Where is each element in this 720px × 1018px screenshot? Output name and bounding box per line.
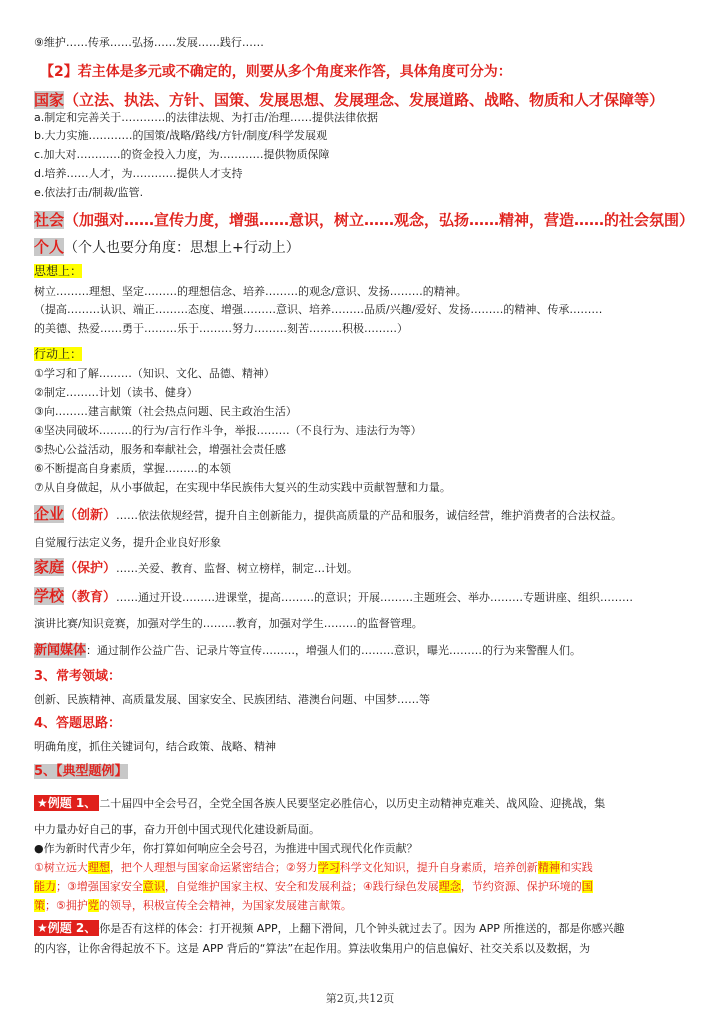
xingdong-label: 行动上： (34, 347, 83, 361)
top-line: ⑨维护……传承……弘扬……发展……践行…… (34, 36, 264, 49)
sixiang-line: （提高………认识、端正………态度、增强………意识、培养………品质/兴趣/爱好、发扬………的精神、传承……… (34, 303, 603, 316)
xuexiao-text: ……通过开设………进课堂，提高………的意识；开展………主题班会、举办………专题讲座、组织……… (116, 591, 634, 604)
example1-answer-line1: ①树立远大理想，把个人理想与国家命运紧密结合；②努力学习科学文化知识，提升自身素质，培养创新精神和实践 (34, 861, 593, 874)
xingdong-line: ①学习和了解………（知识、文化、品德、精神） (34, 367, 275, 380)
meiti-text: ：通过制作公益广告、记录片等宣传………，增强人们的………意识，曝光………的行为来警醒人们。 (86, 644, 582, 657)
xingdong-line: ⑦从自身做起，从小事做起，在实现中华民族伟大复兴的生动实践中贡献智慧和力量。 (34, 481, 451, 494)
xingdong-line: ④坚决同破坏………的行为/言行作斗争，举报………（不良行为、违法行为等） (34, 424, 422, 437)
changkao-title: 3、常考领域： (34, 669, 122, 684)
qiye-label: 企业 (34, 505, 65, 523)
xuexiao-label: 学校 (34, 587, 65, 605)
sixiang-line: 树立………理想、坚定………的理想信念、培养………的观念/意识、发扬………的精神。 (34, 285, 467, 298)
guojia-item: b.大力实施…………的国策/战略/路线/方针/制度/科学发展观 (34, 129, 328, 142)
jiating-paren: （保护） (64, 561, 117, 576)
sixiang-line: 的美德、热爱……勇于………乐于………努力………刻苦………积极………） (34, 322, 408, 335)
geren-label: 个人 (34, 238, 65, 256)
page-number: 第2页,共12页 (325, 992, 395, 1005)
qiye-text: ……依法依规经营，提升自主创新能力，提供高质量的产品和服务，诚信经营，维护消费者的合法权益。 (116, 509, 623, 522)
dianxing-title: 5、【典型题例】 (34, 764, 128, 779)
xingdong-line: ③向………建言献策（社会热点问题、民主政治生活） (34, 405, 297, 418)
guojia-item: e.依法打击/制裁/监管. (34, 186, 144, 199)
geren-heading (34, 237, 300, 258)
changkao-text: 创新、民族精神、高质量发展、国家安全、民族团结、港澳台问题、中国梦……等 (34, 693, 430, 706)
xingdong-line: ②制定………计划（读书、健身） (34, 386, 198, 399)
example1-line1 (34, 796, 605, 811)
guojia-item: d.培养……人才，为…………提供人才支持 (34, 167, 243, 180)
shehui-desc: （加强对……宣传力度，增强……意识，树立……观念，弘扬……精神，营造……的社会氛围） (64, 211, 695, 229)
example2-line1 (34, 921, 624, 936)
xingdong-line: ⑥不断提高自身素质，掌握………的本领 (34, 462, 231, 475)
jiating-text: ……关爱、教育、监督、树立榜样，制定…计划。 (116, 562, 359, 575)
guojia-item: a.制定和完善关于…………的法律法规、为打击/治理……提供法律依据 (34, 111, 378, 124)
example2-text: 你是否有这样的体会：打开视频 APP，上翻下滑间，几个钟头就过去了。因为 APP 所推送的，都是你感兴趣 (99, 922, 625, 935)
example2-line2: 的内容，让你舍得起放不下。这是 APP 背后的“算法”在起作用。算法收集用户的信息偏好、社交关系以及数据，为 (34, 942, 591, 955)
meiti-line (34, 644, 581, 658)
qiye-text2: 自觉履行法定义务，提升企业良好形象 (34, 536, 221, 549)
qiye-paren: （创新） (64, 508, 117, 523)
xuexiao-text2: 演讲比赛/知识竞赛，加强对学生的………教育，加强对学生………的监督管理。 (34, 617, 423, 630)
xuexiao-paren: （教育） (64, 590, 117, 605)
qiye-line (34, 507, 622, 523)
shehui-heading (34, 210, 694, 230)
example1-line2: 中力量办好自己的事，奋力开创中国式现代化建设新局面。 (34, 823, 320, 836)
example1-badge: ★例题 1、 (34, 795, 99, 811)
shehui-label: 社会 (34, 211, 65, 229)
sixiang-label: 思想上： (34, 264, 83, 278)
guojia-item: c.加大对…………的资金投入力度，为…………提供物质保障 (34, 148, 330, 161)
jiating-label: 家庭 (34, 558, 65, 576)
meiti-label: 新闻媒体 (34, 643, 87, 658)
dati-title: 4、答题思路： (34, 716, 122, 731)
section2-header: 【2】若主体是多元或不确定的，则要从多个角度来作答，具体角度可分为： (40, 64, 512, 80)
dati-text: 明确角度，抓住关键词句，结合政策、战略、精神 (34, 740, 276, 753)
example1-question: ●作为新时代青少年，你打算如何响应全会号召，为推进中国式现代化作贡献？ (34, 842, 418, 855)
example2-badge: ★例题 2、 (34, 920, 99, 936)
example1-answer-line3: 策；⑤拥护党的领导，积极宣传全会精神，为国家发展建言献策。 (34, 899, 352, 912)
guojia-label: 国家 (34, 91, 65, 109)
guojia-heading (34, 90, 664, 110)
guojia-desc: （立法、执法、方针、国策、发展思想、发展理念、发展道路、战略、物质和人才保障等） (64, 91, 665, 109)
example1-answer-line2: 能力；③增强国家安全意识，自觉维护国家主权、安全和发展利益；④践行绿色发展理念，节约资源、保护环境的国 (34, 880, 593, 893)
geren-desc: （个人也要分角度：思想上+行动上） (64, 240, 300, 256)
xingdong-line: ⑤热心公益活动，服务和奉献社会，增强社会责任感 (34, 443, 286, 456)
example1-text: 二十届四中全会号召，全党全国各族人民要坚定必胜信心，以历史主动精神克难关、战风险、迎挑战，集 (99, 797, 606, 810)
jiating-line (34, 560, 358, 576)
xuexiao-line (34, 589, 633, 605)
